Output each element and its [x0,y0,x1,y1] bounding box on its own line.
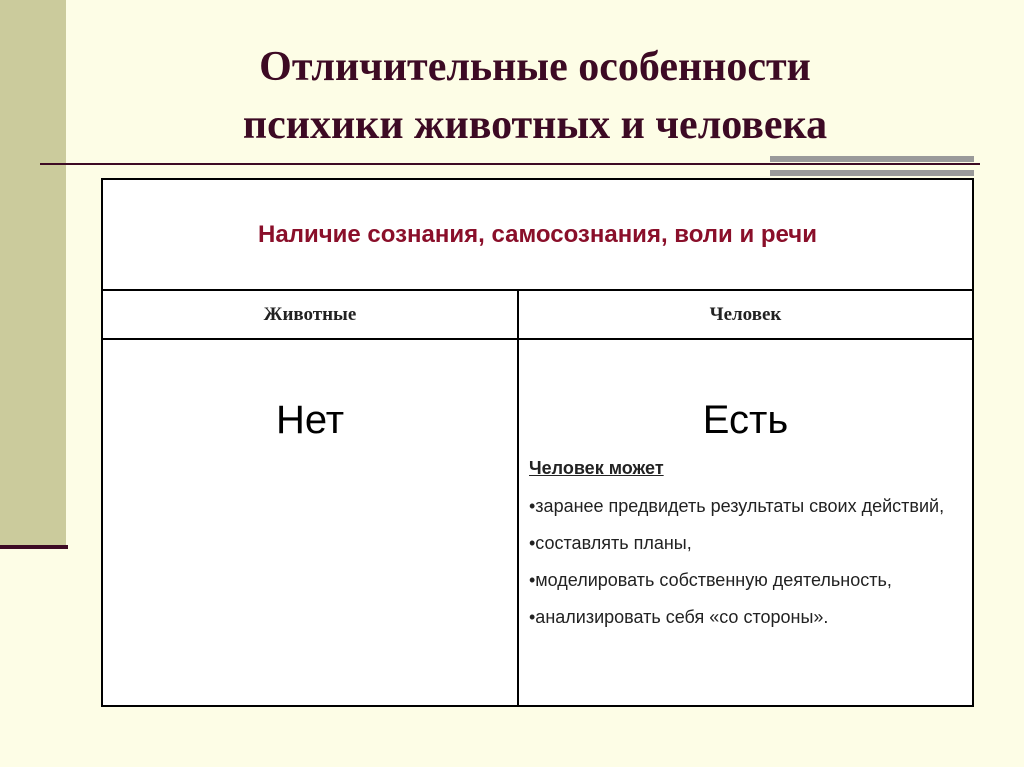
human-can-heading: Человек может [529,458,664,478]
human-cell [519,340,972,705]
animals-cell [103,340,519,705]
table-header-row [103,180,972,291]
list-item: •моделировать собственную деятельность, [529,570,892,590]
slide-title-line-2: психики животных и человека [242,102,828,148]
side-decor-strip [0,0,66,545]
human-can-list [529,492,959,640]
title-underline [40,163,980,165]
side-decor-rule [0,545,68,549]
title-accent-bar-bottom [770,170,974,176]
title-accent-bar-top [770,156,974,162]
table-header-text: Наличие сознания, самосознания, воли и речи [258,220,817,248]
animals-value: Нет [275,398,345,442]
list-item: •заранее предвидеть результаты своих действий, [529,496,945,516]
column-header-human: Человек [519,291,972,340]
slide-title [70,38,1000,154]
list-item: •анализировать себя «со стороны». [529,607,829,627]
human-value: Есть [702,398,789,442]
column-header-animals: Животные [103,291,519,340]
slide-title-line-1: Отличительные особенности [259,44,811,90]
comparison-table [101,178,974,707]
list-item: •составлять планы, [529,533,692,553]
